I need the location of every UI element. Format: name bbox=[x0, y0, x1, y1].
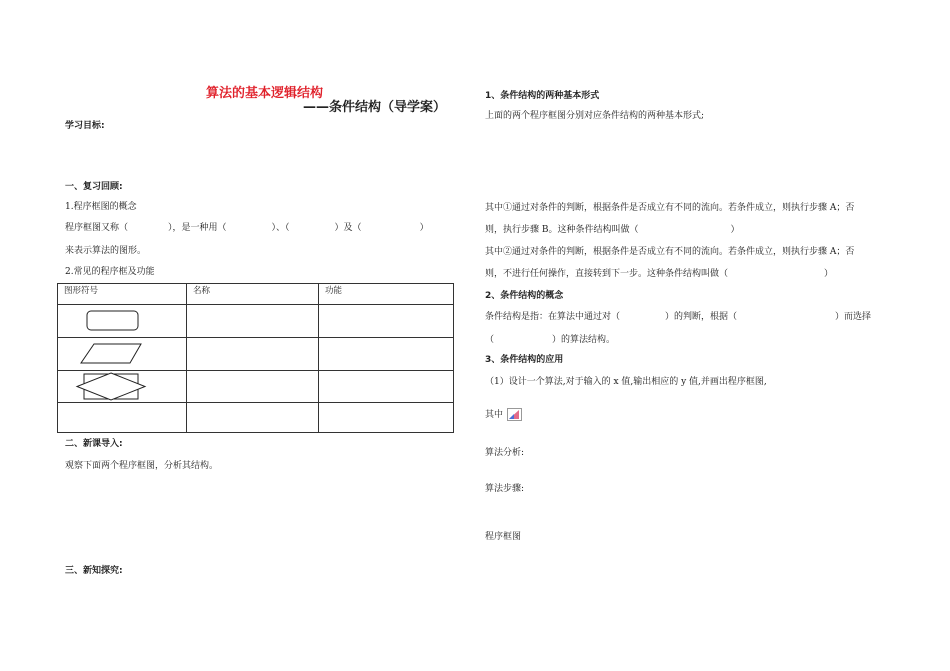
item2-text: 2.常见的程序框及功能 bbox=[65, 267, 155, 277]
page-subtitle: ——条件结构（导学案） bbox=[303, 100, 447, 115]
table-row bbox=[58, 305, 454, 338]
flowchart-label: 程序框图 bbox=[485, 532, 522, 542]
table-cell bbox=[319, 305, 454, 338]
diamond-shape bbox=[58, 371, 186, 402]
definition-line: 程序框图又称（ ），是一种用（ ）、（ ）及（ ） bbox=[65, 223, 429, 233]
objectives-label: 学习目标: bbox=[65, 121, 105, 131]
definition-line-2: 来表示算法的图形。 bbox=[65, 246, 147, 256]
decision-shape-cell bbox=[58, 371, 187, 403]
new-lesson-heading: 二、新课导入: bbox=[65, 439, 123, 449]
concept-text: 条件结构是指：在算法中通过对（ ）的判断，根据（ ）而选择 bbox=[485, 312, 872, 322]
table-cell bbox=[319, 403, 454, 433]
form2-text: 其中②通过对条件的判断，根据条件是否成立有不同的流向。若条件成立，则执行步骤 A；否 bbox=[485, 247, 855, 257]
terminal-shape-cell bbox=[58, 305, 187, 338]
table-cell bbox=[187, 403, 319, 433]
explore-heading: 三、新知探究: bbox=[65, 566, 123, 576]
table-cell bbox=[319, 338, 454, 371]
table-cell bbox=[187, 305, 319, 338]
application-text: （1）设计一个算法,对于输入的 x 值,输出相应的 y 值,并画出程序框图, bbox=[485, 377, 767, 387]
concept-text-2: （ ）的算法结构。 bbox=[485, 335, 616, 345]
table-cell bbox=[187, 371, 319, 403]
table-cell bbox=[187, 338, 319, 371]
table-cell bbox=[319, 371, 454, 403]
table-cell bbox=[58, 403, 187, 433]
page-title: 算法的基本逻辑结构 bbox=[206, 86, 324, 101]
item1-text: 1.程序框图的概念 bbox=[65, 202, 137, 212]
table-row bbox=[58, 371, 454, 403]
section1-text: 上面的两个程序框图分别对应条件结构的两种基本形式; bbox=[485, 111, 705, 121]
section1-heading: 1、条件结构的两种基本形式 bbox=[485, 91, 600, 101]
review-heading: 一、复习回顾: bbox=[65, 182, 123, 192]
form1-text-2: 则，执行步骤 B。这种条件结构叫做（ ） bbox=[485, 225, 740, 235]
io-shape-cell bbox=[58, 338, 187, 371]
frame-table bbox=[57, 283, 454, 433]
table-row bbox=[58, 403, 454, 433]
formula-line: 其中 bbox=[485, 407, 522, 421]
table-header: 图形符号 bbox=[58, 284, 187, 305]
embedded-formula-icon bbox=[507, 408, 522, 421]
table-header: 功能 bbox=[319, 284, 454, 305]
form2-text-2: 则，不进行任何操作，直接转到下一步。这种条件结构叫做（ ） bbox=[485, 269, 834, 279]
new-lesson-text: 观察下面两个程序框图，分析其结构。 bbox=[65, 461, 219, 471]
section2-heading: 2、条件结构的概念 bbox=[485, 291, 564, 301]
terminal-shape bbox=[58, 305, 186, 337]
analysis-label: 算法分析: bbox=[485, 448, 525, 458]
table-row bbox=[58, 338, 454, 371]
steps-label: 算法步骤: bbox=[485, 484, 525, 494]
section3-heading: 3、条件结构的应用 bbox=[485, 355, 564, 365]
parallelogram-shape bbox=[58, 338, 186, 370]
table-header-row bbox=[58, 284, 454, 305]
form1-text: 其中①通过对条件的判断，根据条件是否成立有不同的流向。若条件成立，则执行步骤 A；否 bbox=[485, 203, 855, 213]
table-header: 名称 bbox=[187, 284, 319, 305]
